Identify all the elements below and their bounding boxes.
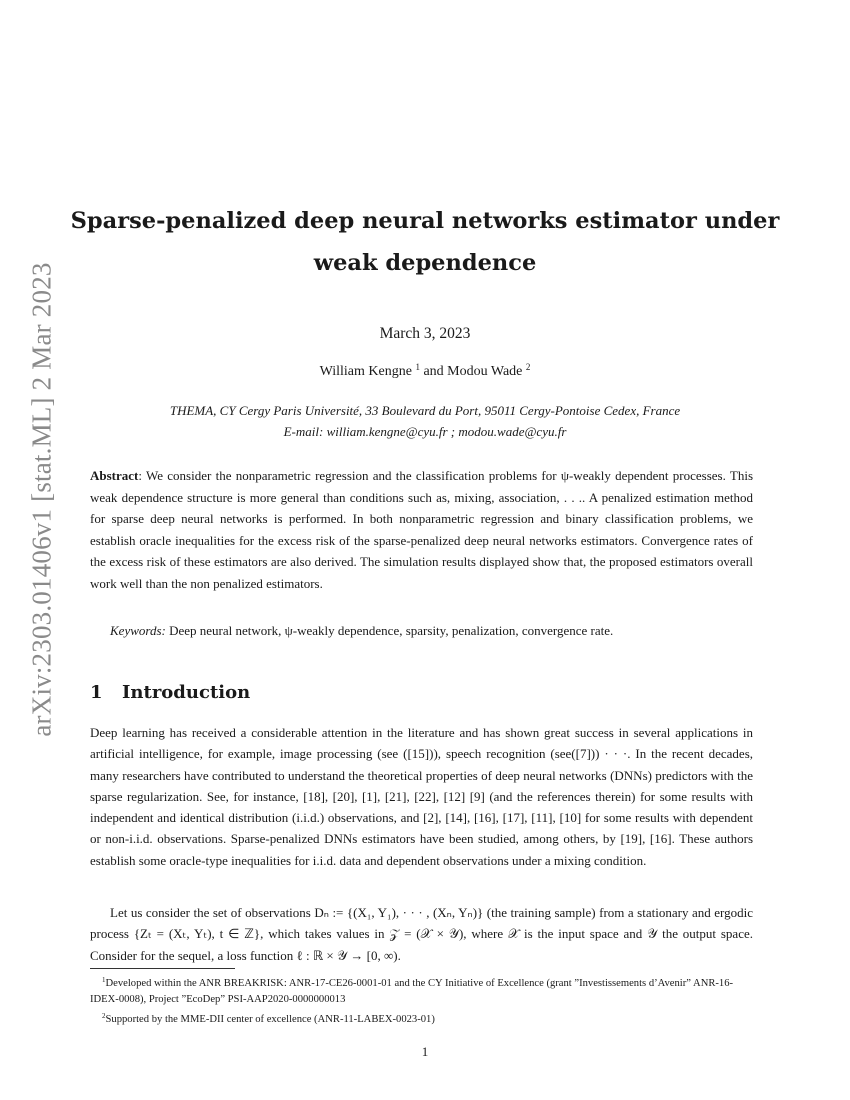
author-2: Modou Wade: [447, 364, 523, 379]
paper-date: March 3, 2023: [379, 325, 471, 342]
footnote-1-mark: 1: [102, 976, 106, 984]
author-list: [60, 362, 790, 380]
paper-title: [60, 200, 790, 284]
abstract-label: Abstract: [90, 468, 139, 483]
intro-paragraph-1: Deep learning has received a considerable attention in the literature and has shown great success in several applications in artificial intelligence, for example, image processing (see ([15])), speech recognition (see([7])) · · ·. In the recent decades, many researchers have contributed to understand the theoretical properties of deep neural networks (DNNs) predictors with the sparse regularization. See, for instance, [18], [20], [1], [21], [22], [12] [9] (and the references therein) for some results with independent and identical distribution (i.i.d.) observations, and [2], [14], [16], [17], [11], [10] for some results with dependent or non-i.i.d. observations. Sparse-penalized DNNs estimators have been studied, among others, by [19], [16]. These authors establish some oracle-type inequalities for i.i.d. data and dependent observations under a mixing condition.: [90, 725, 753, 868]
title-line-1: Sparse-penalized deep neural networks estimator under: [70, 208, 780, 234]
keywords-label: Keywords:: [110, 623, 166, 638]
affiliation-email: E-mail: william.kengne@cyu.fr ; modou.wade@cyu.fr: [283, 424, 567, 439]
keywords-text: Deep neural network, ψ-weakly dependence, sparsity, penalization, convergence rate.: [165, 623, 614, 638]
arxiv-stamp-text: arXiv:2303.01406v1 [stat.ML] 2 Mar 2023: [26, 262, 57, 737]
footnote-2-text: Supported by the MME-DII center of excellence (ANR-11-LABEX-0023-01): [105, 1014, 435, 1026]
footnote-1: [90, 972, 753, 1008]
footnotes: [90, 972, 753, 1029]
affiliation-address: THEMA, CY Cergy Paris Université, 33 Boulevard du Port, 95011 Cergy-Pontoise Cedex, France: [169, 403, 681, 418]
abstract-text: : We consider the nonparametric regression and the classification problems for ψ-weakly dependent processes. This weak dependence structure is more general than conditions such as, mixing, association, . . .. A penalized estimation method for sparse deep neural networks is performed. In both nonparametric regression and binary classification problems, we establish oracle inequalities for the excess risk of the sparse-penalized deep neural networks estimators. Convergence rates of the excess risk of these estimators are also derived. The simulation results displayed show that, the proposed estimators overall work well than the non penalized estimators.: [90, 468, 753, 591]
author-1-footnote-mark: 1: [415, 362, 420, 372]
title-line-2: weak dependence: [313, 250, 537, 276]
footnote-1-text: Developed within the ANR BREAKRISK: ANR-17-CE26-0001-01 and the CY Initiative of Excellence (grant ”Investissements d’Avenir” ANR-16-IDEX-0008), Project ”EcoDep” PSI-AAP2020-0000000013: [90, 978, 734, 1006]
section-title: Introduction: [122, 682, 251, 703]
intro-paragraph-2: Let us consider the set of observations Dₙ := {(X₁, Y₁), · · · , (Xₙ, Yₙ)} (the training sample) from a stationary and ergodic process {Zₜ = (Xₜ, Yₜ), t ∈ ℤ}, which takes values in 𝒵 = (𝒳 × 𝒴), where 𝒳 is the input space and 𝒴 the output space. Consider for the sequel, a loss function ℓ : ℝ × 𝒴 → [0, ∞).: [90, 905, 753, 963]
section-number: 1: [90, 682, 103, 703]
footnote-divider: [90, 968, 235, 969]
author-connector: and: [419, 364, 448, 379]
section-heading: [90, 682, 490, 703]
arxiv-stamp: [20, 262, 64, 737]
author-2-footnote-mark: 2: [525, 362, 531, 372]
author-1: William Kengne: [319, 364, 412, 379]
keywords: [110, 623, 760, 639]
footnote-2-mark: 2: [102, 1012, 106, 1021]
abstract: [90, 465, 753, 595]
footnote-2: [90, 1008, 753, 1028]
affiliation: [60, 400, 790, 442]
page-number: 1: [421, 1044, 429, 1059]
